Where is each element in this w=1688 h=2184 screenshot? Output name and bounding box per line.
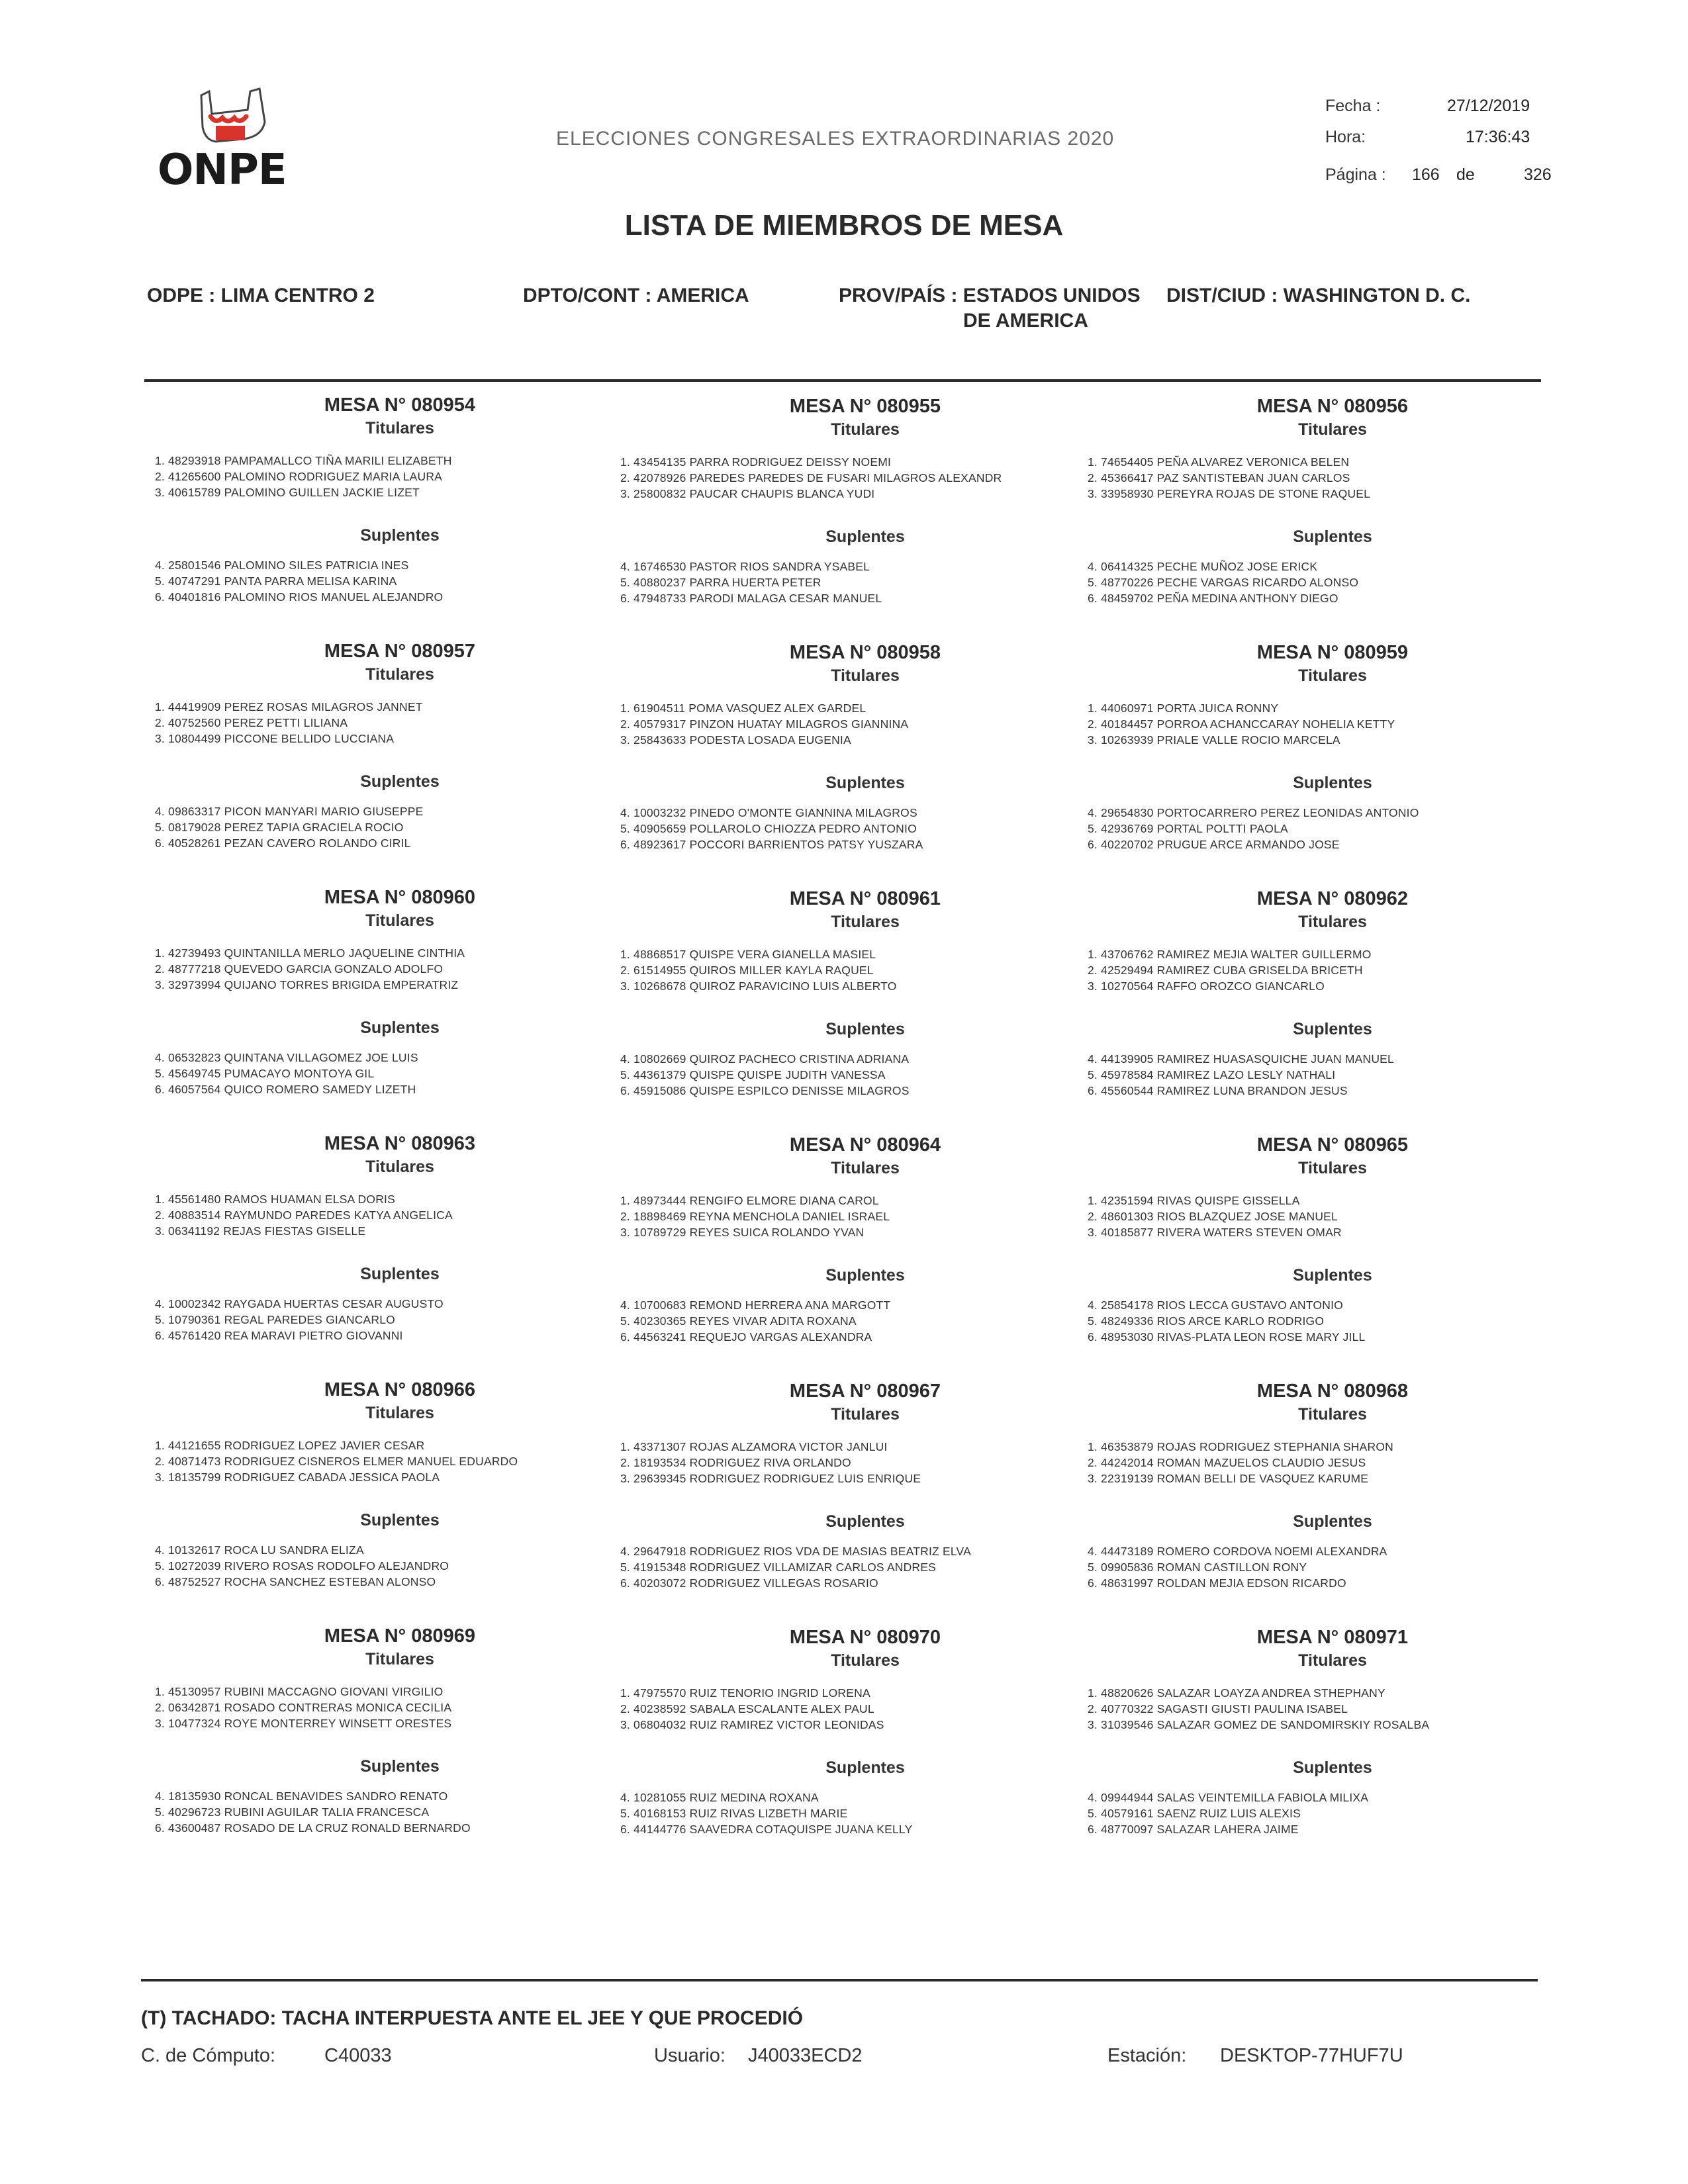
list-item: 4. 10281055 RUIZ MEDINA ROXANA <box>620 1791 819 1804</box>
list-item: 4. 10003232 PINEDO O'MONTE GIANNINA MILAGROS <box>620 806 917 819</box>
mesa-block <box>620 394 1110 606</box>
list-item: 6. 48770097 SALAZAR LAHERA JAIME <box>1088 1823 1299 1836</box>
mesa-block <box>620 641 1110 852</box>
list-item: 2. 40238592 SABALA ESCALANTE ALEX PAUL <box>620 1702 874 1715</box>
list-item: 2. 40883514 RAYMUNDO PAREDES KATYA ANGELICA <box>155 1208 453 1222</box>
mesa-title: MESA N° 080961 <box>789 888 941 909</box>
list-item: 2. 40184457 PORROA ACHANCCARAY NOHELIA KETTY <box>1088 717 1395 731</box>
suplentes-heading: Suplentes <box>825 527 905 546</box>
titulares-list <box>620 1439 1110 1486</box>
mesa-block <box>155 1132 645 1343</box>
list-item: 1. 45130957 RUBINI MACCAGNO GIOVANI VIRGILIO <box>155 1685 444 1698</box>
list-item: 6. 40528261 PEZAN CAVERO ROLANDO CIRIL <box>155 837 411 850</box>
suplentes-heading: Suplentes <box>1293 1758 1372 1777</box>
titulares-list <box>155 1191 645 1239</box>
mesa-title: MESA N° 080963 <box>324 1133 476 1154</box>
odpe-field: ODPE : LIMA CENTRO 2 <box>147 285 375 306</box>
list-item: 3. 29639345 RODRIGUEZ RODRIGUEZ LUIS ENRIQUE <box>620 1472 921 1485</box>
list-item: 3. 25800832 PAUCAR CHAUPIS BLANCA YUDI <box>620 487 875 500</box>
mesa-title: MESA N° 080971 <box>1256 1627 1409 1648</box>
list-item: 4. 16746530 PASTOR RIOS SANDRA YSABEL <box>620 560 870 573</box>
list-item: 4. 10700683 REMOND HERRERA ANA MARGOTT <box>620 1298 891 1312</box>
suplentes-heading: Suplentes <box>1293 1266 1372 1285</box>
suplentes-list <box>1088 1543 1577 1591</box>
mesa-title: MESA N° 080956 <box>1256 396 1409 417</box>
list-item: 6. 48953030 RIVAS-PLATA LEON ROSE MARY JILL <box>1088 1330 1366 1343</box>
suplentes-heading: Suplentes <box>360 1265 440 1283</box>
list-item: 1. 48820626 SALAZAR LOAYZA ANDREA STHEPHANY <box>1088 1686 1385 1700</box>
list-item: 3. 32973994 QUIJANO TORRES BRIGIDA EMPERATRIZ <box>155 978 459 991</box>
suplentes-list <box>155 803 645 851</box>
titulares-list <box>155 945 645 993</box>
suplentes-heading: Suplentes <box>360 772 440 791</box>
list-item: 6. 48923617 POCCORI BARRIENTOS PATSY YUSZARA <box>620 838 923 851</box>
suplentes-list <box>155 1050 645 1097</box>
mesa-block <box>620 887 1110 1099</box>
titulares-heading: Titulares <box>831 913 900 931</box>
mesa-title: MESA N° 080959 <box>1256 642 1409 663</box>
list-item: 1. 42739493 QUINTANILLA MERLO JAQUELINE CINTHIA <box>155 946 465 960</box>
suplentes-list <box>1088 805 1577 852</box>
page-label: Página : <box>1325 165 1386 184</box>
mesa-block <box>620 1379 1110 1591</box>
titulares-list <box>155 1437 645 1485</box>
list-item: 2. 40579317 PINZON HUATAY MILAGROS GIANNINA <box>620 717 909 731</box>
list-item: 5. 40579161 SAENZ RUIZ LUIS ALEXIS <box>1088 1807 1301 1820</box>
list-item: 1. 43371307 ROJAS ALZAMORA VICTOR JANLUI <box>620 1440 888 1453</box>
computo-value: C40033 <box>324 2045 392 2066</box>
logo-text: ONPE <box>158 146 287 195</box>
list-item: 6. 45915086 QUISPE ESPILCO DENISSE MILAGROS <box>620 1084 910 1097</box>
mesa-title: MESA N° 080966 <box>324 1379 476 1400</box>
titulares-heading: Titulares <box>1298 1405 1367 1424</box>
mesa-block <box>1088 1379 1577 1591</box>
list-item: 6. 40220702 PRUGUE ARCE ARMANDO JOSE <box>1088 838 1340 851</box>
mesa-block <box>155 1624 645 1836</box>
list-item: 3. 31039546 SALAZAR GOMEZ DE SANDOMIRSKIY ROSALBA <box>1088 1718 1430 1731</box>
list-item: 1. 46353879 ROJAS RODRIGUEZ STEPHANIA SHARON <box>1088 1440 1394 1453</box>
list-item: 5. 40880237 PARRA HUERTA PETER <box>620 576 821 589</box>
list-item: 5. 09905836 ROMAN CASTILLON RONY <box>1088 1561 1307 1574</box>
prov-field: PROV/PAÍS : ESTADOS UNIDOS <box>839 285 1141 306</box>
list-item: 1. 47975570 RUIZ TENORIO INGRID LORENA <box>620 1686 870 1700</box>
list-item: 3. 18135799 RODRIGUEZ CABADA JESSICA PAOLA <box>155 1471 440 1484</box>
time-label: Hora: <box>1325 128 1366 146</box>
usuario-value: J40033ECD2 <box>748 2045 863 2066</box>
titulares-list <box>1088 1193 1577 1240</box>
titulares-heading: Titulares <box>831 666 900 685</box>
titulares-heading: Titulares <box>1298 420 1367 439</box>
suplentes-heading: Suplentes <box>360 526 440 545</box>
list-item: 4. 10002342 RAYGADA HUERTAS CESAR AUGUSTO <box>155 1297 444 1310</box>
titulares-heading: Titulares <box>365 1404 434 1422</box>
list-item: 5. 10790361 REGAL PAREDES GIANCARLO <box>155 1313 395 1326</box>
onpe-logo <box>158 87 310 193</box>
suplentes-heading: Suplentes <box>1293 527 1372 546</box>
list-item: 5. 40747291 PANTA PARRA MELISA KARINA <box>155 574 397 588</box>
list-item: 1. 42351594 RIVAS QUISPE GISSELLA <box>1088 1194 1300 1207</box>
titulares-list <box>620 946 1110 994</box>
titulares-heading: Titulares <box>365 911 434 930</box>
list-item: 3. 25843633 PODESTA LOSADA EUGENIA <box>620 733 851 747</box>
suplentes-heading: Suplentes <box>825 1512 905 1531</box>
suplentes-list <box>620 1051 1110 1099</box>
titulares-heading: Titulares <box>1298 1651 1367 1670</box>
suplentes-heading: Suplentes <box>825 1020 905 1038</box>
dpto-field: DPTO/CONT : AMERICA <box>523 285 749 306</box>
titulares-list <box>1088 1439 1577 1486</box>
mesa-block <box>1088 394 1577 606</box>
list-item: 5. 42936769 PORTAL POLTTI PAOLA <box>1088 822 1288 835</box>
list-item: 1. 44419909 PEREZ ROSAS MILAGROS JANNET <box>155 700 423 713</box>
list-item: 6. 45761420 REA MARAVI PIETRO GIOVANNI <box>155 1329 403 1342</box>
titulares-list <box>1088 1685 1577 1733</box>
mesa-title: MESA N° 080967 <box>789 1381 941 1402</box>
list-item: 3. 40615789 PALOMINO GUILLEN JACKIE LIZET <box>155 486 420 499</box>
list-item: 2. 45366417 PAZ SANTISTEBAN JUAN CARLOS <box>1088 471 1350 484</box>
list-item: 2. 42078926 PAREDES PAREDES DE FUSARI MILAGROS ALEXANDR <box>620 471 1002 484</box>
suplentes-list <box>155 1542 645 1590</box>
bottom-divider <box>141 1979 1538 1981</box>
list-item: 5. 48770226 PECHE VARGAS RICARDO ALONSO <box>1088 576 1359 589</box>
list-item: 6. 47948733 PARODI MALAGA CESAR MANUEL <box>620 592 882 605</box>
list-item: 1. 44121655 RODRIGUEZ LOPEZ JAVIER CESAR <box>155 1439 425 1452</box>
list-item: 2. 18193534 RODRIGUEZ RIVA ORLANDO <box>620 1456 851 1469</box>
election-title: ELECCIONES CONGRESALES EXTRAORDINARIAS 2020 <box>556 128 1115 150</box>
computo-label: C. de Cómputo: <box>141 2045 276 2066</box>
titulares-list <box>1088 700 1577 748</box>
titulares-list <box>155 1684 645 1731</box>
suplentes-list <box>620 1790 1110 1837</box>
titulares-list <box>620 1193 1110 1240</box>
titulares-list <box>1088 454 1577 502</box>
list-item: 5. 45978584 RAMIREZ LAZO LESLY NATHALI <box>1088 1068 1336 1081</box>
titulares-heading: Titulares <box>1298 1159 1367 1177</box>
list-item: 4. 44473189 ROMERO CORDOVA NOEMI ALEXANDRA <box>1088 1545 1387 1558</box>
mesa-title: MESA N° 080962 <box>1256 888 1409 909</box>
list-item: 4. 29647918 RODRIGUEZ RIOS VDA DE MASIAS BEATRIZ ELVA <box>620 1545 971 1558</box>
suplentes-heading: Suplentes <box>1293 774 1372 792</box>
titulares-heading: Titulares <box>1298 913 1367 931</box>
list-item: 5. 10272039 RIVERO ROSAS RODOLFO ALEJANDRO <box>155 1559 449 1572</box>
suplentes-heading: Suplentes <box>1293 1512 1372 1531</box>
suplentes-list <box>1088 1297 1577 1345</box>
suplentes-list <box>155 1296 645 1343</box>
mesa-title: MESA N° 080957 <box>324 641 476 662</box>
list-item: 3. 33958930 PEREYRA ROJAS DE STONE RAQUEL <box>1088 487 1371 500</box>
titulares-heading: Titulares <box>831 1405 900 1424</box>
mesa-block <box>1088 1625 1577 1837</box>
list-item: 1. 43706762 RAMIREZ MEJIA WALTER GUILLERMO <box>1088 948 1372 961</box>
titulares-list <box>155 453 645 500</box>
date-value: 27/12/2019 <box>1447 97 1530 115</box>
suplentes-heading: Suplentes <box>825 1758 905 1777</box>
list-item: 2. 40752560 PEREZ PETTI LILIANA <box>155 716 348 729</box>
list-item: 6. 44563241 REQUEJO VARGAS ALEXANDRA <box>620 1330 872 1343</box>
list-item: 3. 22319139 ROMAN BELLI DE VASQUEZ KARUME <box>1088 1472 1369 1485</box>
list-item: 5. 40296723 RUBINI AGUILAR TALIA FRANCESCA <box>155 1805 430 1819</box>
list-item: 2. 40871473 RODRIGUEZ CISNEROS ELMER MANUEL EDUARDO <box>155 1455 518 1468</box>
mesa-title: MESA N° 080954 <box>324 394 476 416</box>
estacion-label: Estación: <box>1107 2045 1187 2066</box>
page-number: 166 <box>1412 165 1440 184</box>
list-item: 6. 45560544 RAMIREZ LUNA BRANDON JESUS <box>1088 1084 1348 1097</box>
time-value: 17:36:43 <box>1466 128 1530 146</box>
ballot-hand-icon <box>196 87 269 147</box>
suplentes-list <box>1088 559 1577 606</box>
suplentes-list <box>620 559 1110 606</box>
page-title: LISTA DE MIEMBROS DE MESA <box>624 209 1064 242</box>
mesa-title: MESA N° 080970 <box>789 1627 941 1648</box>
titulares-heading: Titulares <box>1298 666 1367 685</box>
list-item: 4. 44139905 RAMIREZ HUASASQUICHE JUAN MANUEL <box>1088 1052 1394 1066</box>
list-item: 5. 08179028 PEREZ TAPIA GRACIELA ROCIO <box>155 821 404 834</box>
list-item: 1. 61904511 POMA VASQUEZ ALEX GARDEL <box>620 702 867 715</box>
list-item: 3. 10789729 REYES SUICA ROLANDO YVAN <box>620 1226 865 1239</box>
list-item: 5. 40230365 REYES VIVAR ADITA ROXANA <box>620 1314 857 1328</box>
suplentes-list <box>620 1543 1110 1591</box>
list-item: 4. 09863317 PICON MANYARI MARIO GIUSEPPE <box>155 805 424 818</box>
list-item: 4. 06414325 PECHE MUÑOZ JOSE ERICK <box>1088 560 1318 573</box>
mesa-block <box>155 393 645 605</box>
list-item: 4. 29654830 PORTOCARRERO PEREZ LEONIDAS ANTONIO <box>1088 806 1419 819</box>
list-item: 3. 06341192 REJAS FIESTAS GISELLE <box>155 1224 366 1238</box>
titulares-heading: Titulares <box>831 1651 900 1670</box>
list-item: 4. 25801546 PALOMINO SILES PATRICIA INES <box>155 559 409 572</box>
titulares-list <box>620 1685 1110 1733</box>
mesa-title: MESA N° 080958 <box>789 642 941 663</box>
list-item: 2. 18898469 REYNA MENCHOLA DANIEL ISRAEL <box>620 1210 890 1223</box>
list-item: 5. 40905659 POLLAROLO CHIOZZA PEDRO ANTONIO <box>620 822 917 835</box>
suplentes-heading: Suplentes <box>825 1266 905 1285</box>
list-item: 4. 18135930 RONCAL BENAVIDES SANDRO RENATO <box>155 1790 448 1803</box>
titulares-list <box>620 454 1110 502</box>
list-item: 6. 44144776 SAAVEDRA COTAQUISPE JUANA KELLY <box>620 1823 913 1836</box>
titulares-heading: Titulares <box>365 1650 434 1668</box>
suplentes-heading: Suplentes <box>360 1757 440 1776</box>
list-item: 2. 48601303 RIOS BLAZQUEZ JOSE MANUEL <box>1088 1210 1338 1223</box>
list-item: 2. 44242014 ROMAN MAZUELOS CLAUDIO JESUS <box>1088 1456 1366 1469</box>
mesa-block <box>1088 887 1577 1099</box>
list-item: 4. 10802669 QUIROZ PACHECO CRISTINA ADRIANA <box>620 1052 910 1066</box>
list-item: 1. 48293918 PAMPAMALLCO TIÑA MARILI ELIZABETH <box>155 454 452 467</box>
list-item: 2. 06342871 ROSADO CONTRERAS MONICA CECILIA <box>155 1701 452 1714</box>
mesa-title: MESA N° 080960 <box>324 887 476 908</box>
suplentes-list <box>1088 1790 1577 1837</box>
list-item: 4. 06532823 QUINTANA VILLAGOMEZ JOE LUIS <box>155 1051 418 1064</box>
list-item: 6. 48752527 ROCHA SANCHEZ ESTEBAN ALONSO <box>155 1575 436 1588</box>
list-item: 5. 41915348 RODRIGUEZ VILLAMIZAR CARLOS ANDRES <box>620 1561 937 1574</box>
mesa-block <box>620 1625 1110 1837</box>
list-item: 5. 40168153 RUIZ RIVAS LIZBETH MARIE <box>620 1807 848 1820</box>
suplentes-list <box>1088 1051 1577 1099</box>
suplentes-heading: Suplentes <box>825 774 905 792</box>
mesa-block <box>155 639 645 851</box>
list-item: 5. 44361379 QUISPE QUISPE JUDITH VANESSA <box>620 1068 886 1081</box>
list-item: 3. 10268678 QUIROZ PARAVICINO LUIS ALBERTO <box>620 979 897 993</box>
mesa-title: MESA N° 080964 <box>789 1134 941 1156</box>
titulares-list <box>155 699 645 747</box>
list-item: 6. 40203072 RODRIGUEZ VILLEGAS ROSARIO <box>620 1576 878 1590</box>
list-item: 5. 45649745 PUMACAYO MONTOYA GIL <box>155 1067 375 1080</box>
estacion-value: DESKTOP-77HUF7U <box>1220 2045 1403 2066</box>
list-item: 4. 10132617 ROCA LU SANDRA ELIZA <box>155 1543 364 1557</box>
top-divider <box>144 379 1541 382</box>
mesa-block <box>155 1378 645 1590</box>
list-item: 6. 43600487 ROSADO DE LA CRUZ RONALD BERNARDO <box>155 1821 471 1835</box>
mesa-title: MESA N° 080968 <box>1256 1381 1409 1402</box>
list-item: 3. 10270564 RAFFO OROZCO GIANCARLO <box>1088 979 1325 993</box>
list-item: 5. 48249336 RIOS ARCE KARLO RODRIGO <box>1088 1314 1325 1328</box>
mesa-block <box>155 886 645 1097</box>
suplentes-heading: Suplentes <box>1293 1020 1372 1038</box>
list-item: 1. 43454135 PARRA RODRIGUEZ DEISSY NOEMI <box>620 455 892 469</box>
list-item: 6. 46057564 QUICO ROMERO SAMEDY LIZETH <box>155 1083 416 1096</box>
suplentes-list <box>155 1788 645 1836</box>
titulares-heading: Titulares <box>831 420 900 439</box>
list-item: 2. 48777218 QUEVEDO GARCIA GONZALO ADOLFO <box>155 962 444 976</box>
list-item: 3. 40185877 RIVERA WATERS STEVEN OMAR <box>1088 1226 1342 1239</box>
list-item: 3. 10263939 PRIALE VALLE ROCIO MARCELA <box>1088 733 1340 747</box>
titulares-heading: Titulares <box>365 1158 434 1176</box>
mesa-title: MESA N° 080969 <box>324 1625 476 1647</box>
suplentes-list <box>620 805 1110 852</box>
titulares-list <box>1088 946 1577 994</box>
list-item: 1. 48973444 RENGIFO ELMORE DIANA CAROL <box>620 1194 879 1207</box>
list-item: 1. 45561480 RAMOS HUAMAN ELSA DORIS <box>155 1193 395 1206</box>
list-item: 3. 10804499 PICCONE BELLIDO LUCCIANA <box>155 732 395 745</box>
prov-field-line2: DE AMERICA <box>963 310 1088 332</box>
list-item: 1. 48868517 QUISPE VERA GIANELLA MASIEL <box>620 948 876 961</box>
date-label: Fecha : <box>1325 97 1381 115</box>
list-item: 1. 44060971 PORTA JUICA RONNY <box>1088 702 1279 715</box>
list-item: 6. 48459702 PEÑA MEDINA ANTHONY DIEGO <box>1088 592 1338 605</box>
list-item: 2. 61514955 QUIROS MILLER KAYLA RAQUEL <box>620 964 874 977</box>
list-item: 2. 41265600 PALOMINO RODRIGUEZ MARIA LAURA <box>155 470 443 483</box>
suplentes-heading: Suplentes <box>360 1511 440 1529</box>
titulares-heading: Titulares <box>365 665 434 684</box>
list-item: 2. 42529494 RAMIREZ CUBA GRISELDA BRICETH <box>1088 964 1363 977</box>
dist-field: DIST/CIUD : WASHINGTON D. C. <box>1166 285 1471 306</box>
titulares-heading: Titulares <box>831 1159 900 1177</box>
list-item: 4. 09944944 SALAS VEINTEMILLA FABIOLA MILIXA <box>1088 1791 1369 1804</box>
page-total: 326 <box>1524 165 1552 184</box>
titulares-heading: Titulares <box>365 419 434 437</box>
list-item: 1. 74654405 PEÑA ALVAREZ VERONICA BELEN <box>1088 455 1350 469</box>
list-item: 4. 25854178 RIOS LECCA GUSTAVO ANTONIO <box>1088 1298 1343 1312</box>
mesa-block <box>1088 1133 1577 1345</box>
footer-note: (T) TACHADO: TACHA INTERPUESTA ANTE EL JEE Y QUE PROCEDIÓ <box>141 2007 804 2029</box>
page-of: de <box>1456 165 1475 184</box>
list-item: 3. 10477324 ROYE MONTERREY WINSETT ORESTES <box>155 1717 452 1730</box>
list-item: 2. 40770322 SAGASTI GIUSTI PAULINA ISABEL <box>1088 1702 1348 1715</box>
list-item: 6. 48631997 ROLDAN MEJIA EDSON RICARDO <box>1088 1576 1346 1590</box>
mesa-title: MESA N° 080965 <box>1256 1134 1409 1156</box>
list-item: 3. 06804032 RUIZ RAMIREZ VICTOR LEONIDAS <box>620 1718 884 1731</box>
mesa-block <box>1088 641 1577 852</box>
suplentes-heading: Suplentes <box>360 1019 440 1037</box>
list-item: 6. 40401816 PALOMINO RIOS MANUEL ALEJANDRO <box>155 590 444 604</box>
suplentes-list <box>620 1297 1110 1345</box>
mesa-block <box>620 1133 1110 1345</box>
titulares-list <box>620 700 1110 748</box>
mesa-title: MESA N° 080955 <box>789 396 941 417</box>
usuario-label: Usuario: <box>654 2045 726 2066</box>
suplentes-list <box>155 557 645 605</box>
